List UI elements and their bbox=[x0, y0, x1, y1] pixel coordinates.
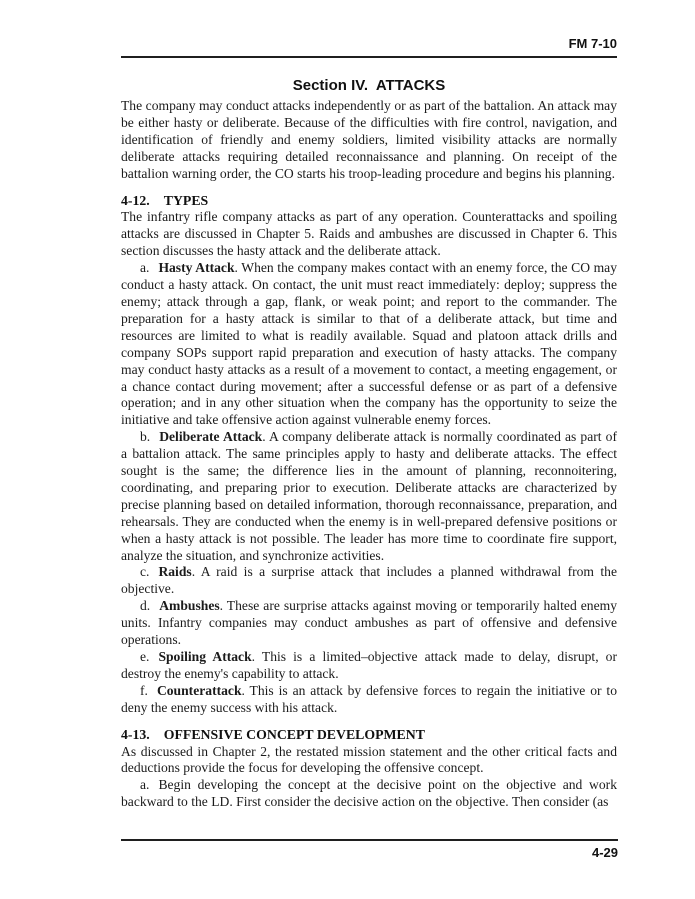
item-letter: a. bbox=[140, 777, 150, 793]
section-4-13-lead: As discussed in Chapter 2, the restated mission statement and the other critical facts and deductions provide the focus for developing the offensive concept. bbox=[121, 743, 617, 776]
footer-rule bbox=[121, 839, 618, 841]
intro-paragraph: The company may conduct attacks independently or as part of the battalion. An attack may be either hasty or deliberate. Because of the difficulties with fire control, navigation, and identification of friendly and enemy soldiers, limited visibility attacks are normally deliberate attacks requiring detailed reconnaissance and planning. On receipt of the battalion warning order, the CO starts his troop-leading procedure and begins his planning. bbox=[121, 98, 617, 181]
page-number: 4-29 bbox=[591, 845, 618, 860]
item-term: Counterattack bbox=[156, 682, 242, 698]
item-letter: b. bbox=[140, 429, 151, 445]
doc-code: FM 7-10 bbox=[568, 36, 617, 51]
heading-4-13 bbox=[121, 727, 617, 744]
item-term: Deliberate Attack bbox=[159, 429, 263, 445]
list-item-ambushes bbox=[121, 598, 617, 649]
item-text: . When the company makes contact with an enemy force, the CO may conduct a hasty attack. On contact, the unit must react immediately: deploy; suppress the enemy; attack through a gap, flank, or weak point; and report to the commander. The preparation for a hasty attack is similar to that of a deliberate attack, but time and resources are limited to what is readily available. Squad and platoon attack drills and company SOPs support rapid preparation and execution of hasty attacks. The company may conduct hasty attacks as a result of a movement to contact, a meeting engagement, or a chance contact during movement; after a successful defense or as part of a defensive operation; and in any other situation when the company has the opportunity to seize the initiative and take offensive action against vulnerable enemy forces. bbox=[121, 260, 617, 428]
section-4-12-lead: The infantry rifle company attacks as part of any operation. Counterattacks and spoiling attacks are discussed in Chapter 5. Raids and ambushes are discussed in Chapter 6. This section discusses the hasty attack and the deliberate attack. bbox=[121, 209, 617, 259]
list-item-begin-developing bbox=[121, 777, 617, 811]
item-text: . A raid is a surprise attack that includes a planned withdrawal from the objective. bbox=[121, 564, 617, 597]
item-term: Ambushes bbox=[159, 598, 220, 614]
item-letter: d. bbox=[140, 598, 151, 614]
item-text: Begin developing the concept at the decisive point on the objective and work backward to the LD. First consider the decisive action on the objective. Then consider (as bbox=[121, 777, 617, 810]
item-term: Hasty Attack bbox=[158, 260, 235, 276]
header-rule bbox=[121, 56, 617, 58]
heading-number: 4-13. bbox=[121, 726, 150, 742]
item-text: . This is an attack by defensive forces to regain the initiative or to deny the enemy success with his attack. bbox=[121, 682, 617, 715]
heading-4-12 bbox=[121, 193, 617, 210]
section-title: Section IV. ATTACKS bbox=[292, 77, 446, 94]
item-text: . A company deliberate attack is normally coordinated as part of a battalion attack. The same principles apply to hasty and deliberate attacks. The effect sought is the same; the difference lies in the amount of planning, reconnoitering, coordinating, and preparing prior to execution. Deliberate attacks are characterized by precise planning based on detailed information, thorough reconnaissance, preparation, and rehearsals. They are conducted when the enemy is in well-prepared defensive positions or when a hasty attack is not possible. The leader has more time to coordinate fire support, analyze the situation, and synchronize activities. bbox=[121, 429, 617, 563]
item-term: Raids bbox=[158, 564, 192, 580]
heading-number: 4-12. bbox=[121, 192, 150, 208]
list-item-hasty-attack bbox=[121, 260, 617, 429]
list-item-deliberate-attack bbox=[121, 429, 617, 564]
item-text: . These are surprise attacks against moving or temporarily halted enemy units. Infantry companies may conduct ambushes as part of offensive and defensive operations. bbox=[121, 598, 617, 648]
item-letter: e. bbox=[140, 649, 150, 664]
item-letter: c. bbox=[140, 564, 150, 580]
list-item-raids bbox=[121, 564, 617, 598]
item-letter: f. bbox=[140, 682, 148, 698]
item-text: . This is a limited–objective attack made to delay, disrupt, or destroy the enemy's capability to attack. bbox=[121, 649, 618, 681]
page-content bbox=[121, 0, 617, 811]
item-letter: a. bbox=[140, 260, 150, 276]
list-item-spoiling-attack bbox=[121, 649, 617, 683]
item-term: Spoiling Attack bbox=[158, 649, 252, 664]
heading-title: TYPES bbox=[163, 192, 209, 208]
heading-title: OFFENSIVE CONCEPT DEVELOPMENT bbox=[163, 726, 425, 742]
list-item-counterattack bbox=[121, 683, 617, 717]
